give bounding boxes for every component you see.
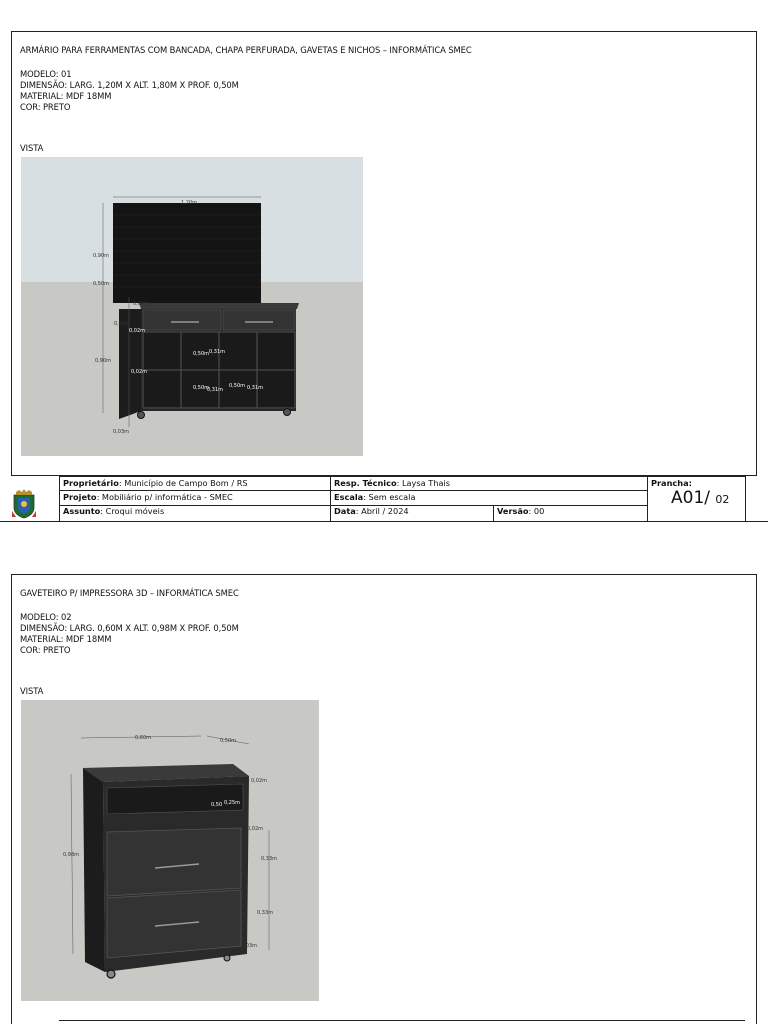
dim-gap: 0,50m xyxy=(93,281,110,287)
title-block-2-edge xyxy=(59,1020,745,1021)
spec-dimensao: DIMENSÃO: LARG. 1,20M X ALT. 1,80M X PROF. 0,50M xyxy=(20,80,239,90)
dim-base: 0,03m xyxy=(241,943,258,949)
field-escala: Escala: Sem escala xyxy=(334,492,416,502)
dim-height: 0,98m xyxy=(63,852,80,858)
dim-width: 0,60m xyxy=(135,735,152,741)
dim-niche-b: 0,31m xyxy=(209,349,226,355)
dim-body: 0,90m xyxy=(95,358,112,364)
drawer-right xyxy=(223,310,295,330)
spec-list xyxy=(20,612,239,656)
dim-niche-f: 0,31m xyxy=(247,385,264,391)
pegboard-panel xyxy=(113,203,261,303)
dim-drawer-1: 0,33m xyxy=(261,856,278,862)
prancha-label: Prancha: xyxy=(651,478,692,488)
spec-material: MATERIAL: MDF 18MM xyxy=(20,91,112,101)
dim-panel: 0,90m xyxy=(93,253,110,259)
dim-niche-height: 0,25m xyxy=(224,800,241,806)
drawing-sheet-1 xyxy=(11,31,757,476)
dim-niche-width: 0,50 xyxy=(211,802,223,808)
drawer-unit-3d-view xyxy=(21,700,319,1001)
field-resp-tecnico: Resp. Técnico: Laysa Thais xyxy=(334,478,450,488)
dim-wheel: 0,03m xyxy=(113,429,130,435)
spec-cor: COR: PRETO xyxy=(20,102,71,112)
dim-niche-c: 0,50m xyxy=(193,385,210,391)
prancha-number: A01/ 02 xyxy=(671,488,730,508)
dim-niche-d: 0,31m xyxy=(207,387,224,393)
dim-niche-a: 0,50m xyxy=(193,351,210,357)
bench-top xyxy=(139,303,299,309)
dim-niche-e: 0,50m xyxy=(229,383,246,389)
spec-dimensao: DIMENSÃO: LARG. 0,60M X ALT. 0,98M X PROF. 0,50M xyxy=(20,623,239,633)
view-label: VISTA xyxy=(20,686,44,696)
dim-shelf: 0,02m xyxy=(131,369,148,375)
cabinet-3d-view xyxy=(21,157,363,456)
crest-icon xyxy=(10,489,38,519)
spec-list xyxy=(20,69,239,113)
sheet-title: ARMÁRIO PARA FERRAMENTAS COM BANCADA, CHAPA PERFURADA, GAVETAS E NICHOS – INFORMÁTICA SMEC xyxy=(20,45,472,55)
drawer-top xyxy=(107,828,241,896)
dim-drawer: 0,20m xyxy=(114,321,131,327)
view-label: VISTA xyxy=(20,143,44,153)
title-block xyxy=(0,476,768,521)
dim-top: 0,02m xyxy=(133,301,150,307)
drawing-sheet-2 xyxy=(11,574,757,1024)
dim-width: 1,20m xyxy=(181,200,198,206)
dim-depth: 0,50m xyxy=(220,738,237,744)
dim-gap: 0,02m xyxy=(247,826,264,832)
field-versao: Versão: 00 xyxy=(497,506,545,516)
dim-drawer-2: 0,33m xyxy=(257,910,274,916)
field-assunto: Assunto: Croqui móveis xyxy=(63,506,165,516)
spec-material: MATERIAL: MDF 18MM xyxy=(20,634,112,644)
drawer-left xyxy=(143,310,221,330)
field-projeto: Projeto: Mobiliário p/ informática - SMEC xyxy=(63,492,233,502)
spec-cor: COR: PRETO xyxy=(20,645,71,655)
field-data: Data: Abril / 2024 xyxy=(334,506,409,516)
field-proprietario: Proprietário: Município de Campo Bom / RS xyxy=(63,478,248,488)
dim-top: 0,02m xyxy=(251,778,268,784)
spec-modelo: MODELO: 01 xyxy=(20,69,72,79)
spec-modelo: MODELO: 02 xyxy=(20,612,72,622)
dim-drawer-gap: 0,02m xyxy=(129,328,146,334)
sheet-title: GAVETEIRO P/ IMPRESSORA 3D – INFORMÁTICA SMEC xyxy=(20,588,239,598)
